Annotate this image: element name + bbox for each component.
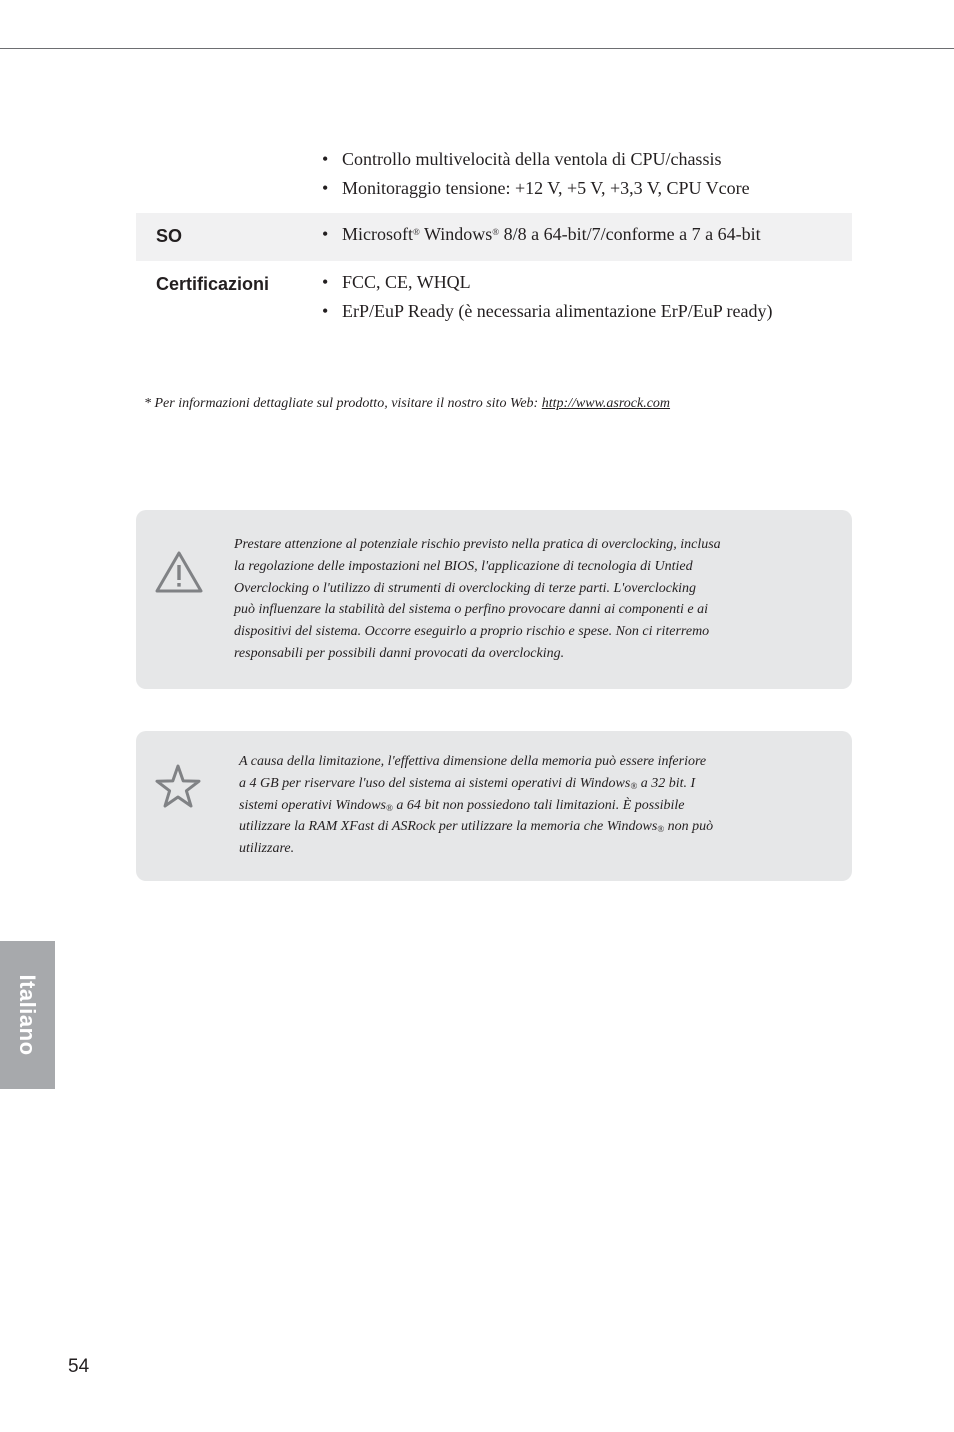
warning-line: può influenzare la stabilità del sistema o perfino provocare danni ai componenti e ai bbox=[234, 602, 709, 618]
note-text bbox=[239, 751, 713, 860]
warning-line: dispositivi del sistema. Occorre eseguirlo a proprio rischio e spese. Non ci riterremo bbox=[234, 624, 710, 640]
note-line: utilizzare. bbox=[239, 841, 295, 857]
warning-text bbox=[234, 534, 721, 665]
spec-row-os bbox=[136, 213, 852, 261]
warning-line: responsabili per possibili danni provocati da overclocking. bbox=[234, 645, 565, 661]
note-line: utilizzare la RAM XFast di ASRock per utilizzare la memoria che Windows® non può bbox=[239, 819, 714, 835]
side-tab-label: Italiano bbox=[15, 974, 40, 1056]
footnote-text: * Per informazioni dettagliate sul prodotto, visitare il nostro sito Web: bbox=[144, 396, 542, 411]
list-item-text: ErP/EuP Ready (è necessaria alimentazione ErP/EuP ready) bbox=[342, 301, 773, 321]
spec-row-continued bbox=[136, 140, 852, 212]
header-rule bbox=[0, 48, 954, 49]
spec-row-certifications bbox=[136, 261, 852, 333]
warning-triangle-icon bbox=[154, 550, 204, 594]
list-item-text: Monitoraggio tensione: +12 V, +5 V, +3,3 V, CPU Vcore bbox=[342, 178, 750, 198]
warning-line: Prestare attenzione al potenziale rischio previsto nella pratica di overclocking, inclusa bbox=[234, 537, 721, 552]
os-item-text: Microsoft® Windows® 8/8 a 64-bit/7/conforme a 7 a 64-bit bbox=[342, 224, 761, 244]
bullet-glyph: • bbox=[322, 178, 329, 198]
star-icon bbox=[154, 763, 202, 809]
warning-line: la regolazione delle impostazioni nel BIOS, l'applicazione di tecnologia di Untied bbox=[234, 558, 693, 574]
note-line: sistemi operativi Windows® a 64 bit non possiedono tali limitazioni. È possibile bbox=[239, 797, 685, 813]
bullet-glyph: • bbox=[322, 149, 329, 169]
footnote bbox=[144, 396, 670, 412]
bullet-glyph: • bbox=[322, 224, 329, 244]
bullet-glyph: • bbox=[322, 272, 329, 292]
spec-label-certifications: Certificazioni bbox=[156, 274, 270, 294]
note-line: a 4 GB per riservare l'uso del sistema ai sistemi operativi di Windows® a 32 bit. I bbox=[239, 775, 696, 791]
memory-note-callout bbox=[136, 731, 852, 881]
bullet-glyph: • bbox=[322, 301, 329, 321]
warning-line: Overclocking o l'utilizzo di strumenti di overclocking di terze parti. L'overclocking bbox=[234, 580, 697, 596]
language-side-tab bbox=[0, 941, 55, 1089]
list-item-text: FCC, CE, WHQL bbox=[342, 272, 471, 292]
list-item-text: Controllo multivelocità della ventola di CPU/chassis bbox=[342, 149, 722, 169]
overclocking-warning-callout bbox=[136, 510, 852, 689]
page-number: 54 bbox=[68, 1356, 90, 1377]
spec-label-os: SO bbox=[156, 226, 183, 246]
asrock-website-link[interactable]: http://www.asrock.com bbox=[541, 396, 671, 411]
note-line: A causa della limitazione, l'effettiva dimensione della memoria può essere inferiore bbox=[239, 754, 707, 769]
